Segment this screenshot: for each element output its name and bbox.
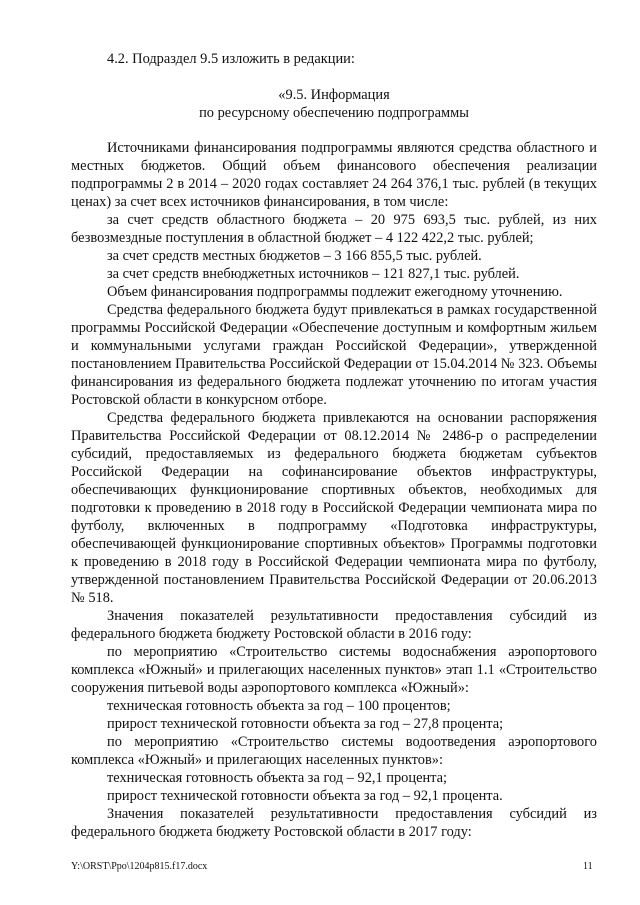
amendment-heading: 4.2. Подраздел 9.5 изложить в редакции: — [107, 51, 355, 67]
paragraph-regional-budget: за счет средств областного бюджета – 20 975 693,5 тыс. рублей, из них безвозмездные поступления в областной бюджет – 4 122 422,2 тыс. рублей; — [71, 212, 597, 246]
paragraph-federal-program: Средства федерального бюджета будут привлекаться в рамках государственной программы Российской Федерации «Обеспечение доступным и комфортным жильем и коммунальными услугами граждан Российской Федерации», утвержденной постановлением Правительства Российской Федерации от 15.04.2014 № 323. Объемы финансирования из федерального бюджета подлежат уточнению по итогам участия Ростовской области в конкурсном отборе. — [71, 302, 597, 408]
paragraph-readiness-92-1: техническая готовность объекта за год – 92,1 процента; — [107, 770, 448, 786]
spacer — [71, 68, 597, 86]
paragraph-water-supply-measure: по мероприятию «Строительство системы водоснабжения аэропортового комплекса «Южный» и прилегающих населенных пунктов» этап 1.1 «Строительство сооружения питьевой воды аэропортового комплекса «Южный»: — [71, 644, 597, 696]
section-title-line2: по ресурсному обеспечению подпрограммы — [199, 105, 469, 121]
paragraph-federal-order: Средства федерального бюджета привлекаются на основании распоряжения Правительства Российской Федерации от 08.12.2014 № 2486-р о распределении субсидий, предоставляемых из федерального бюджета бюджетам субъектов Российской Федерации на софинансирование объектов инфраструктуры, обеспечивающих функционирование спортивных объектов, необходимых для подготовки к проведению в 2018 году в Российской Федерации чемпионата мира по футболу, включенных в подпрограмму «Подготовка инфраструктуры, обеспечивающей функционирование спортивных объектов» Программы подготовки к проведению в 2018 году в Российской Федерации чемпионата мира по футболу, утвержденной постановлением Правительства Российской Федерации от 20.06.2013 № 518. — [71, 410, 597, 606]
paragraph-growth-27-8: прирост технической готовности объекта за год – 27,8 процента; — [107, 716, 504, 732]
paragraph-indicators-2017: Значения показателей результативности предоставления субсидий из федерального бюджета бюджету Ростовской области в 2017 году: — [71, 806, 597, 840]
paragraph-drainage-measure: по мероприятию «Строительство системы водоотведения аэропортового комплекса «Южный» и прилегающих населенных пунктов»: — [71, 734, 597, 768]
spacer — [71, 122, 597, 139]
paragraph-readiness-100: техническая готовность объекта за год – 100 процентов; — [107, 698, 451, 714]
paragraph-annual-update: Объем финансирования подпрограммы подлежит ежегодному уточнению. — [107, 284, 563, 300]
paragraph-extrabudgetary: за счет средств внебюджетных источников – 121 827,1 тыс. рублей. — [107, 266, 520, 282]
section-title-line1: «9.5. Информация — [278, 87, 390, 103]
paragraph-funding-sources: Источниками финансирования подпрограммы являются средства областного и местных бюджетов. Общий объем финансового обеспечения реализации подпрограммы 2 в 2014 – 2020 годах составляет 24 264 376,1 тыс. рублей (в текущих ценах) за счет всех источников финансирования, в том числе: — [71, 140, 597, 210]
paragraph-indicators-2016: Значения показателей результативности предоставления субсидий из федерального бюджета бюджету Ростовской области в 2016 году: — [71, 608, 597, 642]
paragraph-growth-92-1: прирост технической готовности объекта за год – 92,1 процента. — [107, 788, 503, 804]
footer-page-number: 11 — [583, 861, 593, 872]
document-body — [71, 50, 597, 841]
paragraph-local-budgets: за счет средств местных бюджетов – 3 166 855,5 тыс. рублей. — [107, 248, 482, 264]
footer-file-path: Y:\ORST\Ppo\1204p815.f17.docx — [71, 861, 208, 872]
